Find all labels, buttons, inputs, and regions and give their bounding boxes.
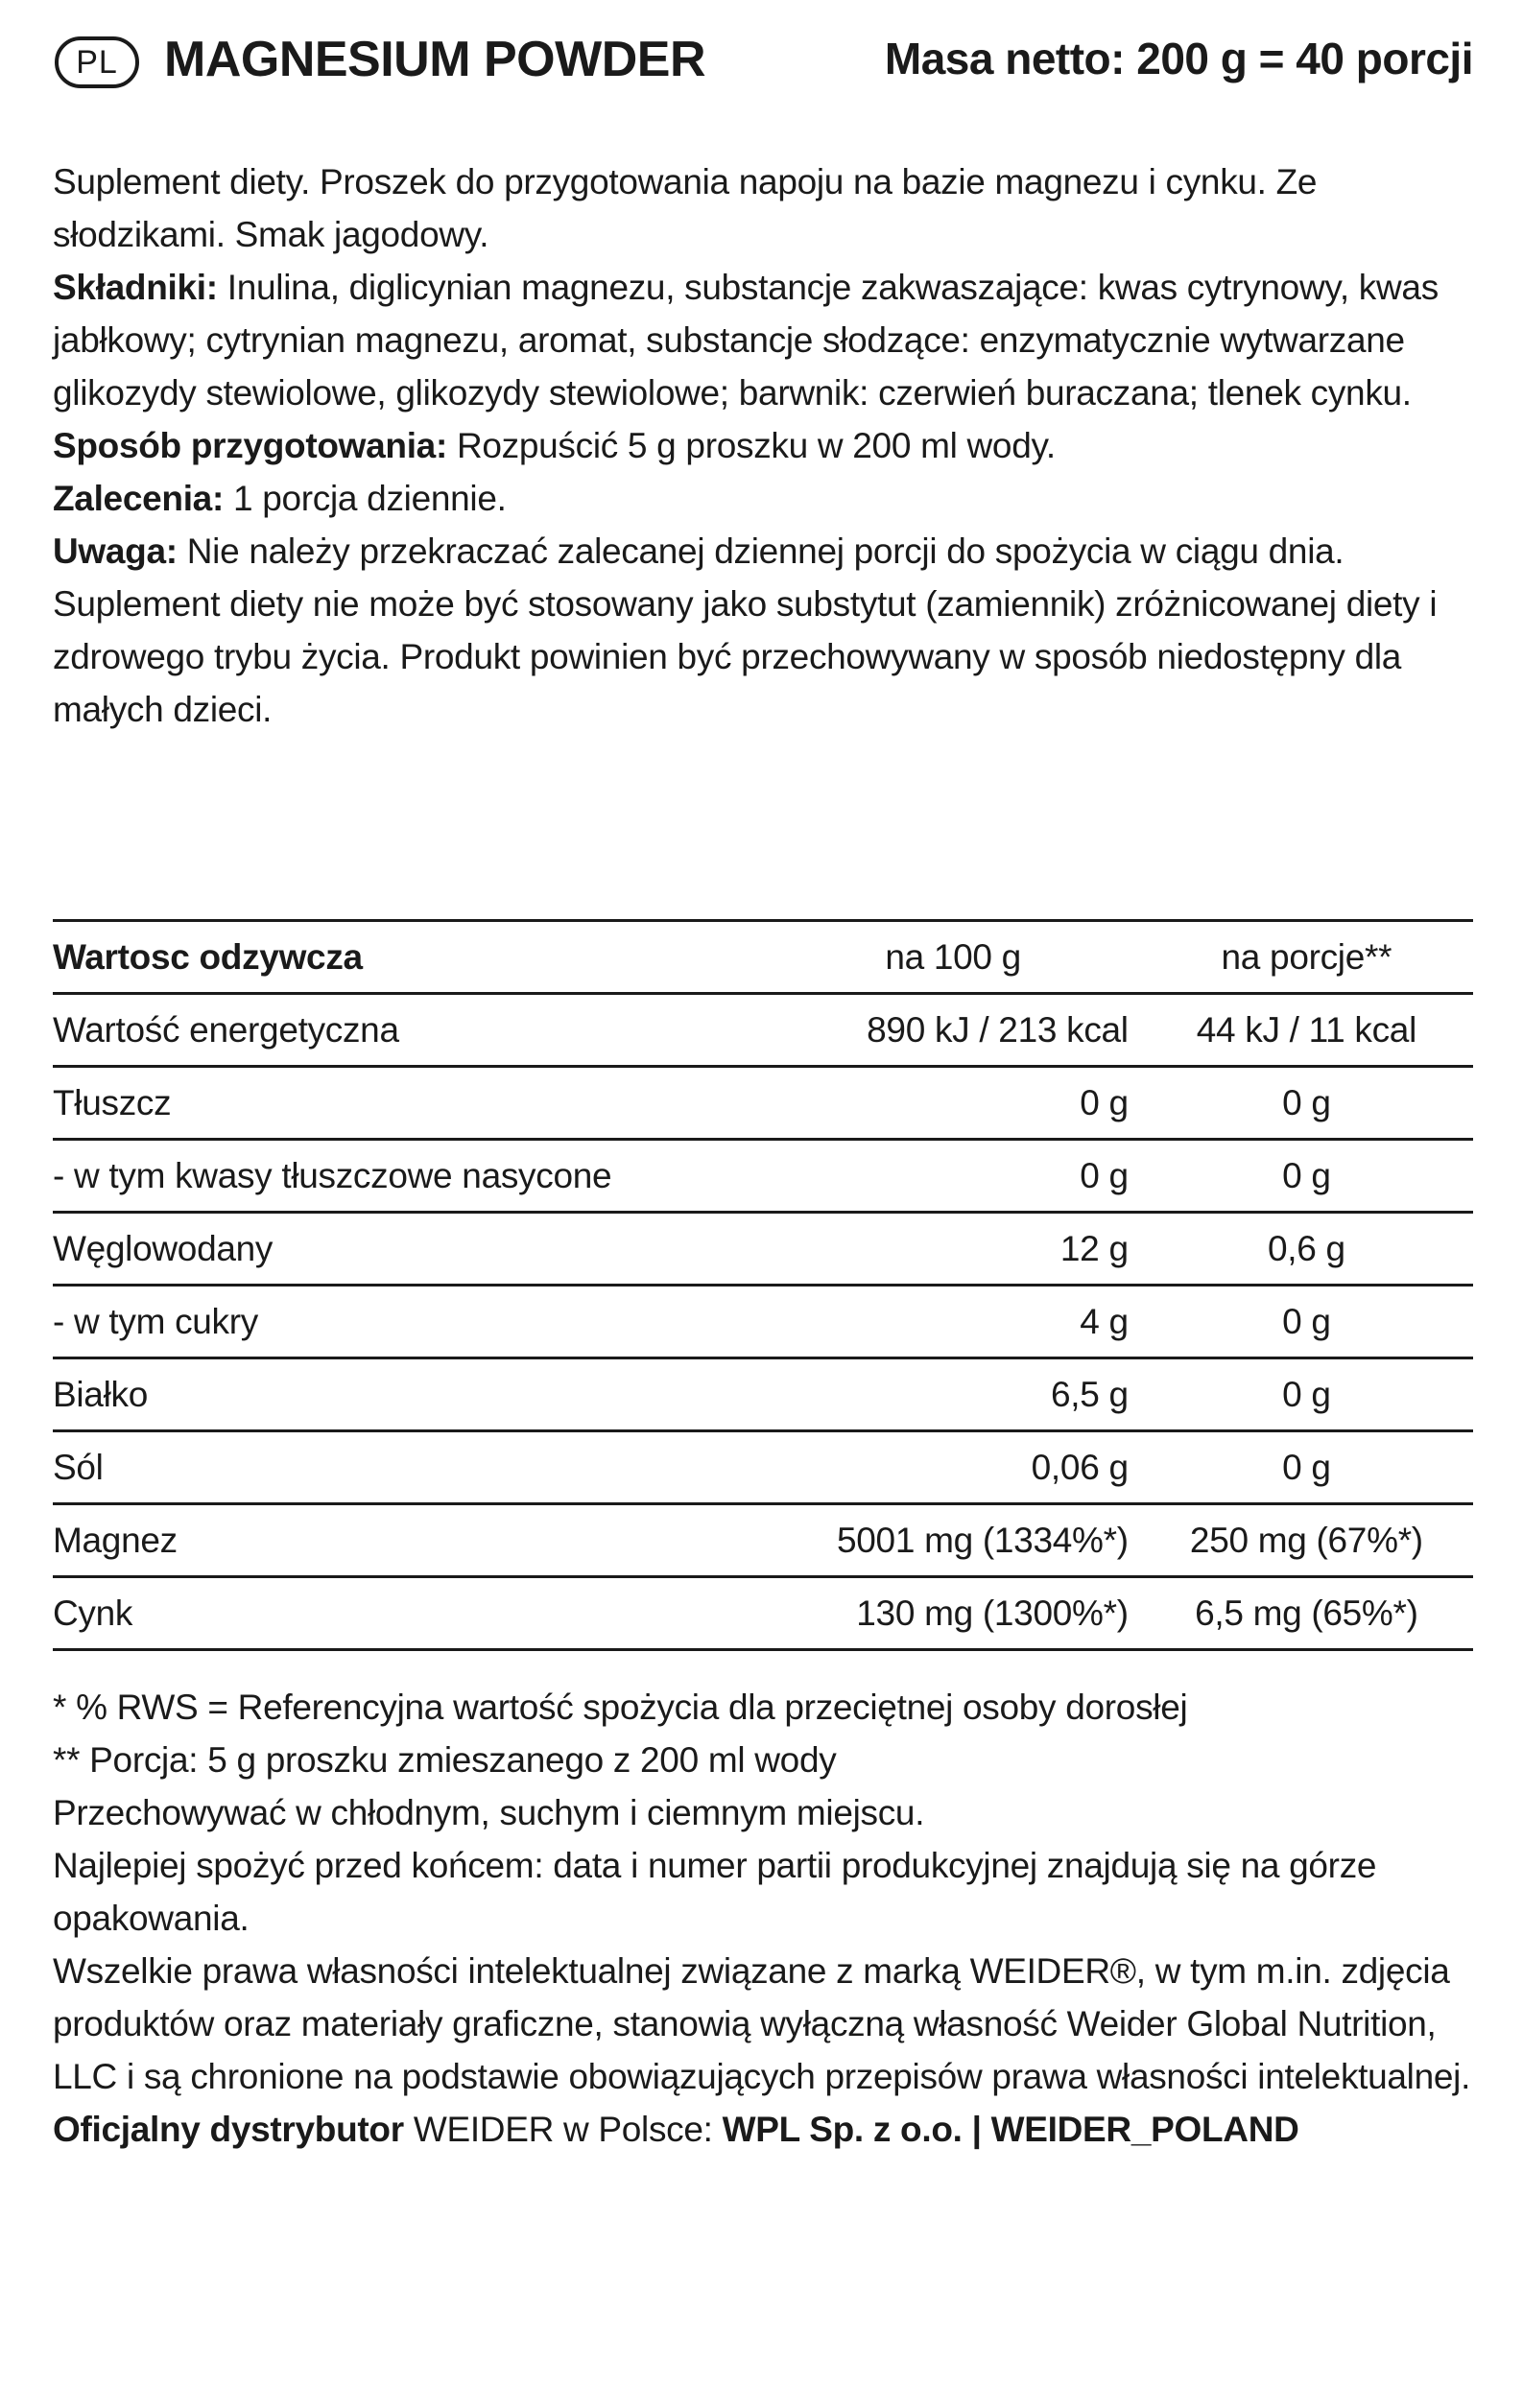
warning-text: Nie należy przekraczać zalecanej dziennej porcji do spożycia w ciągu dnia. Suplement diety nie może być stosowany jako substytut (zamiennik) zróżnicowanej diety i zdrowego trybu życia. Produkt powinien być przechowywany w sposób niedostępny dla małych dzieci.	[53, 531, 1438, 729]
table-row	[53, 1140, 1473, 1213]
value-perportion: 0 g	[1140, 1286, 1473, 1358]
table-row	[53, 1577, 1473, 1650]
ingredients-text: Inulina, diglicynian magnezu, substancje zakwaszające: kwas cytrynowy, kwas jabłkowy; cytrynian magnezu, aromat, substancje słodzące: enzymatycznie wytwarzane glikozydy stewiolowe, glikozydy stewiolowe; barwnik: czerwień buraczana; tlenek cynku.	[53, 268, 1439, 413]
table-row	[53, 1213, 1473, 1286]
header	[53, 29, 1473, 115]
value-per100: 0 g	[767, 1140, 1140, 1213]
table-row	[53, 994, 1473, 1067]
value-perportion: 0 g	[1140, 1140, 1473, 1213]
value-perportion: 0 g	[1140, 1067, 1473, 1140]
nutrient-name: Magnez	[53, 1504, 767, 1577]
distributor-line	[53, 2103, 1473, 2156]
nutrient-name: Węglowodany	[53, 1213, 767, 1286]
recommendation-text: 1 porcja dziennie.	[223, 479, 507, 518]
value-per100: 6,5 g	[767, 1358, 1140, 1431]
nutrient-name: Białko	[53, 1358, 767, 1431]
storage-info: Przechowywać w chłodnym, suchym i ciemnym miejscu.	[53, 1793, 925, 1832]
table-row	[53, 1286, 1473, 1358]
value-perportion: 6,5 mg (65%*)	[1140, 1577, 1473, 1650]
footnote-rws: * % RWS = Referencyjna wartość spożycia dla przeciętnej osoby dorosłej	[53, 1688, 1188, 1727]
value-per100: 890 kJ / 213 kcal	[767, 994, 1140, 1067]
value-perportion: 250 mg (67%*)	[1140, 1504, 1473, 1577]
value-perportion: 44 kJ / 11 kcal	[1140, 994, 1473, 1067]
table-row	[53, 1431, 1473, 1504]
table-row	[53, 1358, 1473, 1431]
ingredients-label: Składniki:	[53, 268, 218, 307]
nutrition-table	[53, 919, 1473, 1651]
preparation	[53, 419, 1473, 472]
product-title: MAGNESIUM POWDER	[164, 32, 705, 87]
warning	[53, 525, 1473, 736]
preparation-label: Sposób przygotowania:	[53, 426, 447, 465]
value-per100: 0 g	[767, 1067, 1140, 1140]
value-per100: 130 mg (1300%*)	[767, 1577, 1140, 1650]
value-per100: 4 g	[767, 1286, 1140, 1358]
value-per100: 5001 mg (1334%*)	[767, 1504, 1140, 1577]
value-perportion: 0 g	[1140, 1431, 1473, 1504]
nutrient-name: - w tym kwasy tłuszczowe nasycone	[53, 1140, 767, 1213]
recommendation-label: Zalecenia:	[53, 479, 224, 518]
copyright-notice: Wszelkie prawa własności intelektualnej związane z marką WEIDER®, w tym m.in. zdjęcia produktów oraz materiały graficzne, stanowią wyłączną własność Weider Global Nutrition, LLC i są chronione na podstawie obowiązujących przepisów prawa własności intelektualnej.	[53, 1951, 1471, 2096]
description: Suplement diety. Proszek do przygotowania napoju na bazie magnezu i cynku. Ze słodzikami. Smak jagodowy.	[53, 162, 1318, 254]
value-perportion: 0,6 g	[1140, 1213, 1473, 1286]
footer	[53, 1681, 1473, 2156]
net-weight: Masa netto: 200 g = 40 porcji	[884, 34, 1473, 83]
nutrient-name: Sól	[53, 1431, 767, 1504]
value-per100: 12 g	[767, 1213, 1140, 1286]
nutrient-name: Tłuszcz	[53, 1067, 767, 1140]
footnote-portion: ** Porcja: 5 g proszku zmieszanego z 200 ml wody	[53, 1740, 837, 1780]
label-page	[53, 29, 1473, 2149]
recommendation	[53, 472, 1473, 525]
nutrition-header-name: Wartosc odzywcza	[53, 921, 767, 994]
ingredients	[53, 261, 1473, 419]
nutrition-header-per100: na 100 g	[767, 921, 1140, 994]
language-badge: PL	[55, 36, 139, 88]
nutrition-header-perportion: na porcje**	[1140, 921, 1473, 994]
value-per100: 0,06 g	[767, 1431, 1140, 1504]
distributor-label: Oficjalny dystrybutor	[53, 2110, 404, 2149]
distributor-company: WPL Sp. z o.o. | WEIDER_POLAND	[722, 2110, 1299, 2149]
nutrient-name: Wartość energetyczna	[53, 994, 767, 1067]
nutrient-name: Cynk	[53, 1577, 767, 1650]
nutrition-header-row	[53, 921, 1473, 994]
distributor-middle: WEIDER w Polsce:	[403, 2110, 723, 2149]
table-row	[53, 1504, 1473, 1577]
best-before-info: Najlepiej spożyć przed końcem: data i numer partii produkcyjnej znajdują się na górze opakowania.	[53, 1846, 1377, 1938]
preparation-text: Rozpuścić 5 g proszku w 200 ml wody.	[446, 426, 1056, 465]
nutrient-name: - w tym cukry	[53, 1286, 767, 1358]
warning-label: Uwaga:	[53, 531, 178, 571]
value-perportion: 0 g	[1140, 1358, 1473, 1431]
table-row	[53, 1067, 1473, 1140]
